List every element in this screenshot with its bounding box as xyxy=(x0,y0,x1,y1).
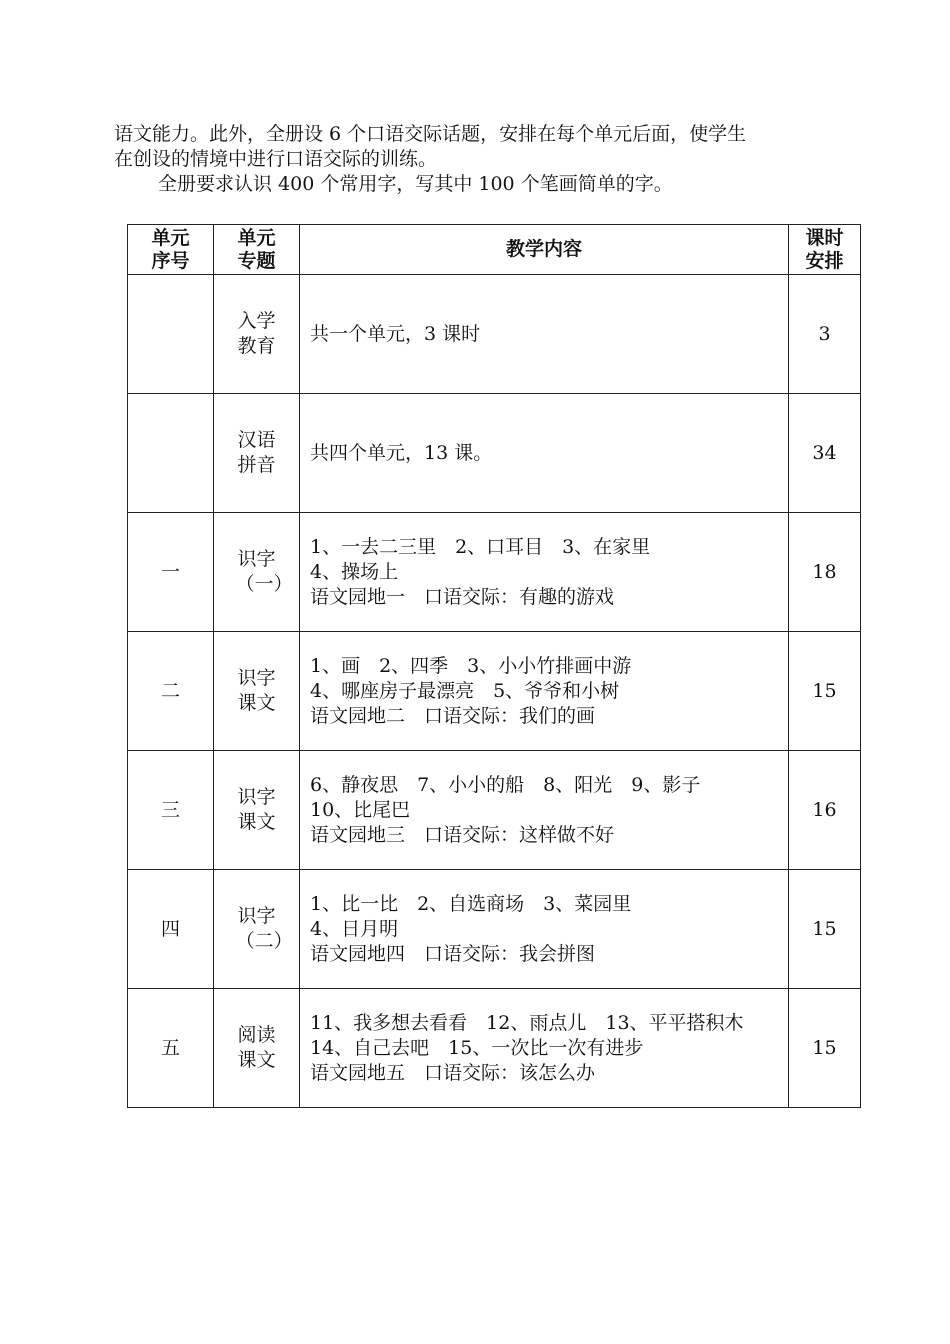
table-row xyxy=(128,751,861,870)
lesson-content-cell xyxy=(300,513,789,632)
hours-cell: 18 xyxy=(789,513,861,632)
lesson-content-line: 语文园地五 口语交际：该怎么办 xyxy=(310,1061,596,1084)
intro-line-2: 在创设的情境中进行口语交际的训练。 xyxy=(114,148,438,170)
lesson-content-cell xyxy=(300,989,789,1108)
lesson-content-line: 语文园地一 口语交际：有趣的游戏 xyxy=(310,585,615,608)
lesson-content-line: 4、哪座房子最漂亮 5、爷爷和小树 xyxy=(310,679,620,702)
lesson-content-line: 14、自己去吧 15、一次比一次有进步 xyxy=(310,1036,644,1059)
lesson-content-line: 4、操场上 xyxy=(310,560,399,583)
unit-topic-text: 阅读课文 xyxy=(237,1024,276,1071)
unit-number-cell: 一 xyxy=(128,513,214,632)
lesson-content-line: 10、比尾巴 xyxy=(310,798,411,821)
unit-topic-cell xyxy=(214,751,300,870)
table-row xyxy=(128,275,861,394)
unit-topic-text: 入学教育 xyxy=(237,310,276,357)
hours-cell: 15 xyxy=(789,632,861,751)
header-hours: 课时安排 xyxy=(789,225,861,275)
lesson-content-cell xyxy=(300,632,789,751)
header-content: 教学内容 xyxy=(300,225,789,275)
hours-cell: 16 xyxy=(789,751,861,870)
lesson-content-line: 语文园地三 口语交际：这样做不好 xyxy=(310,823,615,846)
unit-topic-cell xyxy=(214,513,300,632)
table-header-row xyxy=(128,225,861,275)
lesson-content-line: 1、比一比 2、自选商场 3、菜园里 xyxy=(310,892,632,915)
unit-topic-text: 汉语拼音 xyxy=(237,429,276,476)
lesson-content-line: 11、我多想去看看 12、雨点儿 13、平平搭积木 xyxy=(310,1011,744,1034)
unit-number-cell xyxy=(128,394,214,513)
unit-topic-text: 识字（一） xyxy=(235,548,293,595)
unit-topic-cell xyxy=(214,870,300,989)
lesson-content-line: 语文园地四 口语交际：我会拼图 xyxy=(310,942,596,965)
unit-topic-text: 识字课文 xyxy=(237,667,276,714)
intro-line-1: 语文能力。此外，全册设 6 个口语交际话题，安排在每个单元后面，使学生 xyxy=(114,123,747,145)
header-unit-number: 单元序号 xyxy=(128,225,214,275)
lesson-content-cell xyxy=(300,394,789,513)
unit-number-cell xyxy=(128,275,214,394)
intro-line-3: 全册要求认识 400 个常用字，写其中 100 个笔画简单的字。 xyxy=(158,173,673,195)
unit-number-cell: 五 xyxy=(128,989,214,1108)
lesson-content-cell xyxy=(300,751,789,870)
lesson-content-line: 共一个单元，3 课时 xyxy=(310,322,481,345)
hours-cell: 15 xyxy=(789,989,861,1108)
hours-cell: 3 xyxy=(789,275,861,394)
hours-cell: 15 xyxy=(789,870,861,989)
lesson-content-line: 1、画 2、四季 3、小小竹排画中游 xyxy=(310,654,632,677)
unit-number-cell: 二 xyxy=(128,632,214,751)
lesson-content-line: 4、日月明 xyxy=(310,917,399,940)
unit-number-cell: 三 xyxy=(128,751,214,870)
unit-schedule-table xyxy=(127,224,861,1108)
table-row xyxy=(128,513,861,632)
header-unit-topic: 单元专题 xyxy=(214,225,300,275)
table-row xyxy=(128,870,861,989)
table-row xyxy=(128,989,861,1108)
lesson-content-line: 共四个单元，13 课。 xyxy=(310,441,493,464)
table-row xyxy=(128,632,861,751)
unit-topic-cell xyxy=(214,632,300,751)
unit-topic-text: 识字（二） xyxy=(235,905,293,952)
unit-number-cell: 四 xyxy=(128,870,214,989)
lesson-content-line: 1、一去二三里 2、口耳目 3、在家里 xyxy=(310,535,651,558)
lesson-content-cell xyxy=(300,275,789,394)
lesson-content-cell xyxy=(300,870,789,989)
unit-topic-text: 识字课文 xyxy=(237,786,276,833)
intro-paragraph xyxy=(114,122,854,197)
unit-topic-cell xyxy=(214,989,300,1108)
unit-topic-cell xyxy=(214,275,300,394)
hours-cell: 34 xyxy=(789,394,861,513)
lesson-content-line: 语文园地二 口语交际：我们的画 xyxy=(310,704,596,727)
unit-topic-cell xyxy=(214,394,300,513)
table-row xyxy=(128,394,861,513)
lesson-content-line: 6、静夜思 7、小小的船 8、阳光 9、影子 xyxy=(310,773,701,796)
